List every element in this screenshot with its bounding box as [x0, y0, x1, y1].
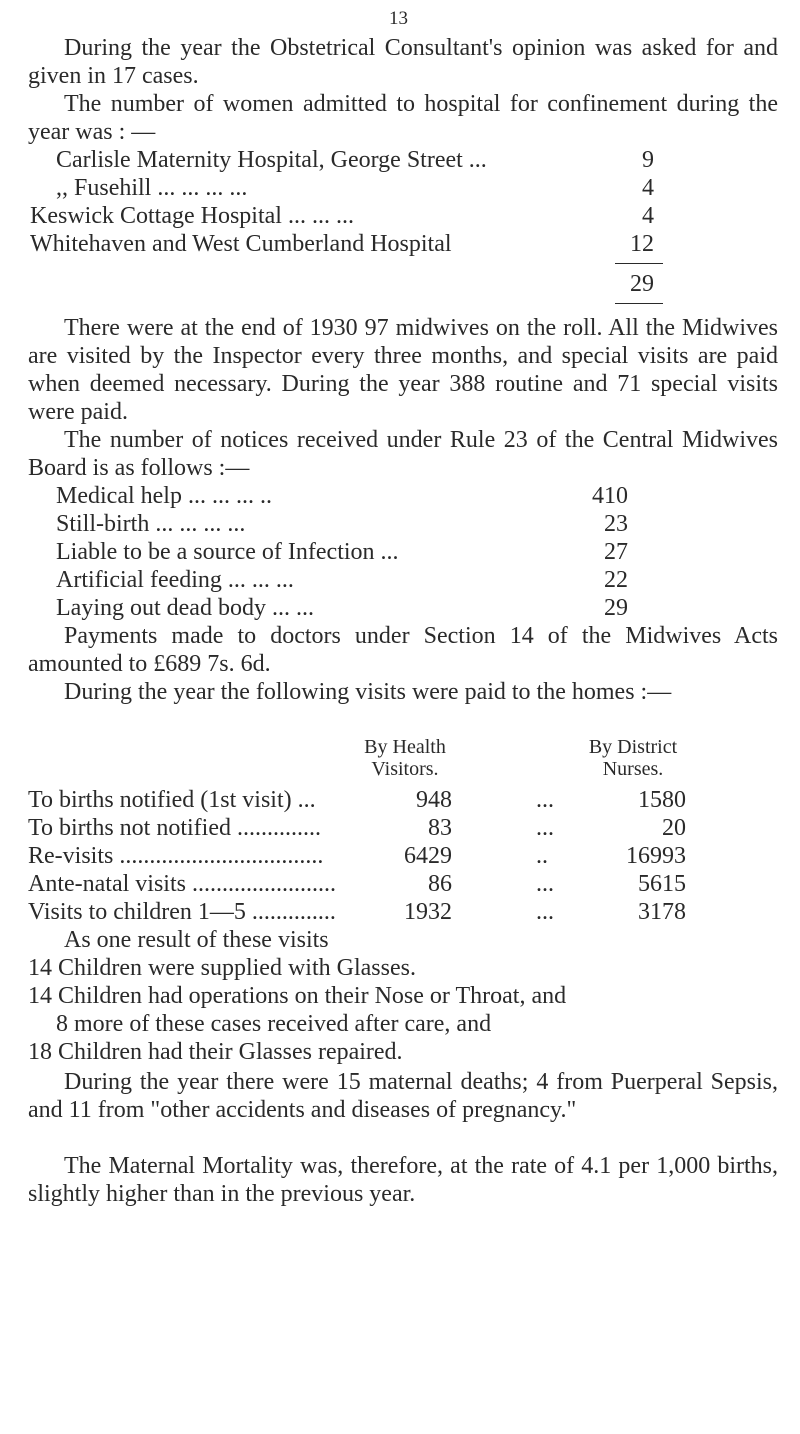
leader-dots: ...: [536, 899, 554, 925]
result-line: 14 Children were supplied with Glasses.: [28, 955, 416, 981]
notice-type: Laying out dead body ... ...: [56, 595, 314, 621]
paragraph-payments: Payments made to doctors under Section 14 of the Midwives Acts amounted to £689 7s. 6d.: [28, 623, 778, 677]
hospital-name: Carlisle Maternity Hospital, George Street ...: [56, 147, 487, 173]
notice-count: 22: [604, 567, 628, 593]
column-header-health-visitors: [330, 736, 480, 780]
result-line: 18 Children had their Glasses repaired.: [28, 1039, 403, 1065]
district-nurses-value: 1580: [638, 787, 686, 813]
notice-count: 27: [604, 539, 628, 565]
notice-count: 410: [592, 483, 628, 509]
column-header-district-nurses: [548, 736, 718, 780]
hospital-name: Keswick Cottage Hospital ... ... ...: [30, 203, 354, 229]
notice-type: Still-birth ... ... ... ...: [56, 511, 246, 537]
district-nurses-value: 20: [662, 815, 686, 841]
leader-dots: ...: [536, 871, 554, 897]
leader-dots: ...: [536, 787, 554, 813]
district-nurses-value: 5615: [638, 871, 686, 897]
leader-dots: ..: [536, 843, 548, 869]
leader-dots: ...: [536, 815, 554, 841]
hospital-count: 4: [642, 203, 654, 229]
header-line: By Health: [364, 736, 446, 758]
result-line: 14 Children had operations on their Nose or Throat, and: [28, 983, 567, 1009]
total-rule-bottom: [615, 303, 663, 304]
hospital-count: 12: [630, 231, 654, 257]
district-nurses-value: 3178: [638, 899, 686, 925]
health-visitors-value: 86: [428, 871, 452, 897]
hospital-name: ,, Fusehill ... ... ... ...: [56, 175, 248, 201]
paragraph-midwives-roll: There were at the end of 1930 97 midwives on the roll. All the Midwives are visited by the Inspector every three months, and special visits are paid when deemed necessary. During the year 388 routine and 71 special visits were paid.: [28, 315, 778, 425]
hospital-name: Whitehaven and West Cumberland Hospital: [30, 231, 452, 257]
page-number: 13: [389, 8, 408, 29]
paragraph-visits-intro: During the year the following visits were paid to the homes :—: [64, 679, 672, 705]
health-visitors-value: 6429: [404, 843, 452, 869]
visit-type: Ante-natal visits ........................: [28, 871, 336, 897]
result-line: 8 more of these cases received after care, and: [56, 1011, 492, 1037]
visit-type: Re-visits ..................................: [28, 843, 324, 869]
health-visitors-value: 1932: [404, 899, 452, 925]
notice-type: Liable to be a source of Infection ...: [56, 539, 399, 565]
hospital-count: 4: [642, 175, 654, 201]
health-visitors-value: 948: [416, 787, 452, 813]
notice-type: Medical help ... ... ... ..: [56, 483, 272, 509]
paragraph-hospital-admissions-intro: The number of women admitted to hospital for confinement during the year was : —: [28, 91, 778, 145]
health-visitors-value: 83: [428, 815, 452, 841]
paragraph-rule-23-notices: The number of notices received under Rule 23 of the Central Midwives Board is as follows :—: [28, 427, 778, 481]
district-nurses-value: 16993: [626, 843, 686, 869]
header-line: By District: [588, 736, 678, 758]
visit-type: Visits to children 1—5 ..............: [28, 899, 336, 925]
paragraph-maternal-mortality: The Maternal Mortality was, therefore, at the rate of 4.1 per 1,000 births, slightly higher than in the previous year.: [28, 1153, 778, 1207]
paragraph-obstetrical-consultant: During the year the Obstetrical Consultant's opinion was asked for and given in 17 cases.: [28, 35, 778, 89]
visit-type: To births not notified ..............: [28, 815, 321, 841]
header-line: Nurses.: [602, 758, 664, 780]
hospital-total: 29: [630, 271, 654, 297]
total-rule-top: [615, 263, 663, 264]
notice-count: 23: [604, 511, 628, 537]
notice-type: Artificial feeding ... ... ...: [56, 567, 294, 593]
header-line: Visitors.: [371, 758, 439, 780]
paragraph-maternal-deaths: During the year there were 15 maternal deaths; 4 from Puerperal Sepsis, and 11 from "other accidents and diseases of pregnancy.": [28, 1069, 778, 1123]
notice-count: 29: [604, 595, 628, 621]
hospital-count: 9: [642, 147, 654, 173]
results-intro: As one result of these visits: [64, 927, 329, 953]
visit-type: To births notified (1st visit) ...: [28, 787, 316, 813]
